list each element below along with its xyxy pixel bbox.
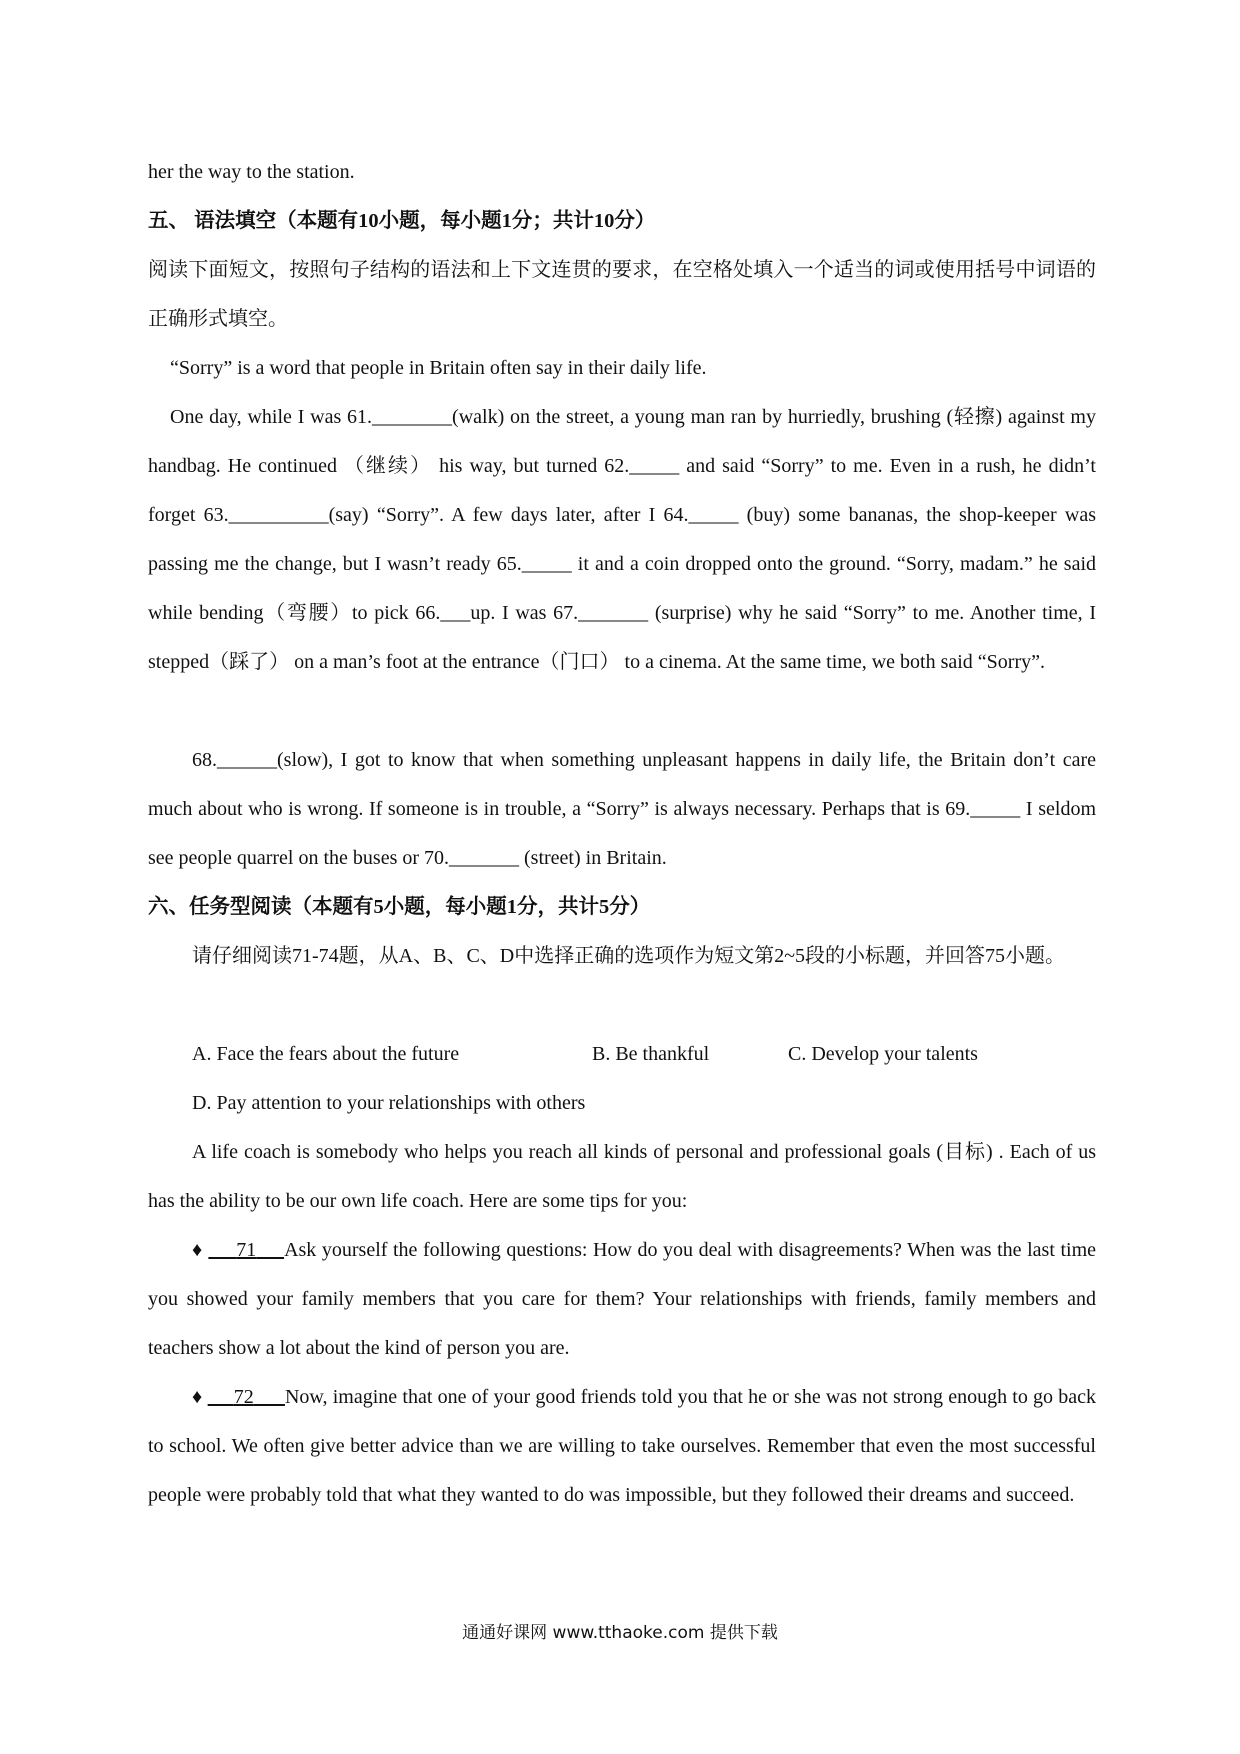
option-b: B. Be thankful [592, 1043, 710, 1065]
section5-heading: 五、 语法填空（本题有10小题，每小题1分；共计10分） [148, 210, 656, 232]
bullet-icon: ♦ [192, 1386, 203, 1408]
options-row-2 [192, 1079, 585, 1128]
answer-blank-71: 71 [236, 1239, 257, 1261]
section5-paragraph-3: 68.______(slow), I got to know that when something unpleasant happens in daily life, the Britain don’t care much about who is wrong. If someone is in trouble, a “Sorry” is always necessary. Perhaps that is 69._____ I seldom see people quarrel on the buses or 70._______ (street) in Britain. [148, 749, 1096, 869]
page-footer: 通通好课网 www.tthaoke.com 提供下载 [462, 1623, 778, 1643]
tip-72 [148, 1373, 1096, 1520]
tip-71-text: Ask yourself the following questions: How do you deal with disagreements? When was the last time you showed your family members that you care for them? Your relationships with friends, family members and teachers show a lot about the kind of person you are. [148, 1239, 1097, 1359]
section5-paragraph-2: One day, while I was 61.________(walk) on the street, a young man ran by hurriedly, brushing (轻擦) against my handbag. He continued （继续） his way, but turned 62._____ and said “Sorry” to me. Even in a rush, he didn’t forget 63.__________(say) “Sorry”. A few days later, after I 64._____ (buy) some bananas, the shop-keeper was passing me the change, but I wasn’t ready 65._____ it and a coin dropped onto the ground. “Sorry, madam.” he said while bending（弯腰）to pick 66.___up. I was 67._______ (surprise) why he said “Sorry” to me. Another time, I stepped（踩了） on a man’s foot at the entrance（门口） to a cinema. At the same time, we both said “Sorry”. [148, 406, 1096, 673]
section5-instruction: 阅读下面短文，按照句子结构的语法和上下文连贯的要求，在空格处填入一个适当的词或使用括号中词语的正确形式填空。 [148, 259, 1096, 330]
reading-intro: A life coach is somebody who helps you reach all kinds of personal and professional goals (目标) . Each of us has the ability to be our own life coach. Here are some tips for you: [148, 1141, 1096, 1212]
section5-paragraph-1: “Sorry” is a word that people in Britain often say in their daily life. [170, 357, 707, 379]
tip-72-text: Now, imagine that one of your good friends told you that he or she was not strong enough to go back to school. We often give better advice than we are willing to take ourselves. Remember that even the most successful people were probably told that what they wanted to do was impossible, but they followed their dreams and succeed. [148, 1386, 1097, 1506]
continued-line: her the way to the station. [148, 161, 355, 183]
tip-71 [148, 1226, 1096, 1373]
bullet-icon: ♦ [192, 1239, 203, 1261]
options-row-1 [192, 1030, 978, 1079]
answer-blank-72: 72 [233, 1386, 254, 1408]
option-a: A. Face the fears about the future [192, 1043, 460, 1065]
section6-heading: 六、任务型阅读（本题有5小题，每小题1分，共计5分） [148, 896, 651, 918]
option-c: C. Develop your talents [788, 1043, 978, 1065]
section6-instruction: 请仔细阅读71-74题，从A、B、C、D中选择正确的选项作为短文第2~5段的小标题，并回答75小题。 [192, 945, 1066, 967]
option-d: D. Pay attention to your relationships with others [192, 1092, 586, 1114]
